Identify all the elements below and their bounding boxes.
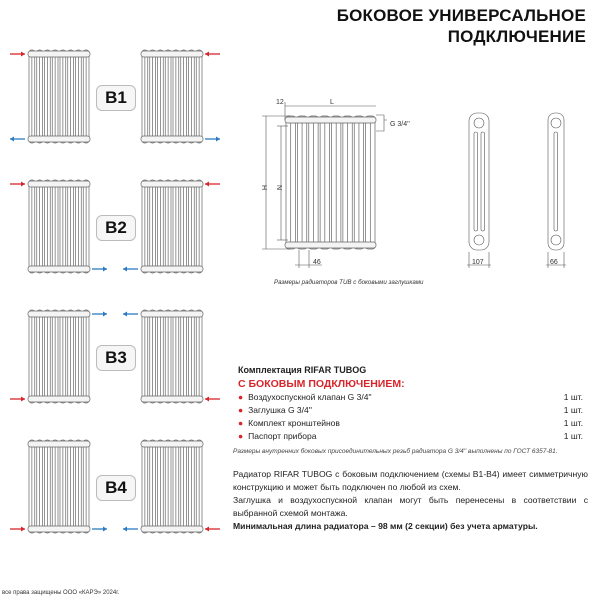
radiator-left-b4 (28, 440, 90, 533)
radiator-front-view (285, 116, 376, 249)
thread-label: G 3/4'' (390, 121, 410, 128)
dim-107-label: 107 (472, 259, 484, 266)
scheme-label-b1: B1 (96, 85, 136, 111)
kit-subheading: С БОКОВЫМ ПОДКЛЮЧЕНИЕМ: (238, 378, 405, 390)
page-title-line2: ПОДКЛЮЧЕНИЕ (447, 27, 586, 46)
radiator-left-b3 (28, 310, 90, 403)
dim-h-label: H (260, 185, 267, 191)
kit-item: ● Заглушка G 3/4'' 1 шт. (238, 405, 583, 415)
radiator-front-view-drawing (285, 116, 376, 249)
radiator-left-b2 (28, 180, 90, 273)
kit-item: ● Паспорт прибора 1 шт. (238, 431, 583, 441)
return-arrow-icon (205, 137, 220, 142)
radiator-right-b4 (141, 440, 203, 533)
radiator-right-b2 (141, 180, 203, 273)
supply-arrow-icon (10, 527, 25, 532)
description-paragraph-2: Заглушка и воздухоспускной клапан могут быть перенесены в соответствии с выбранной схемой монтажа. (233, 495, 588, 518)
kit-note: Размеры внутренних боковых присоединительных резьб радиатора G 3/4'' выполнены по ГОСТ 6357-81. (233, 448, 558, 455)
kit-item: ● Воздухоспускной клапан G 3/4'' 1 шт. (238, 392, 583, 402)
copyright: все права защищены ООО «КАРЭ» 2024г. (2, 590, 120, 596)
supply-arrow-icon (205, 527, 220, 532)
page-title-line1: БОКОВОЕ УНИВЕРСАЛЬНОЕ (336, 6, 586, 25)
return-arrow-icon (92, 527, 107, 532)
description-paragraph-1: Радиатор RIFAR TUBOG с боковым подключением (схемы B1-B4) имеет симметричную конструкцию и может быть подключен по любой из схем. (233, 469, 588, 492)
return-arrow-icon (92, 312, 107, 317)
kit-item: ● Комплект кронштейнов 1 шт. (238, 418, 583, 428)
return-arrow-icon (123, 527, 138, 532)
supply-arrow-icon (10, 182, 25, 187)
return-arrow-icon (123, 267, 138, 272)
dim-46-label: 46 (313, 259, 321, 266)
supply-arrow-icon (10, 52, 25, 57)
dim-66-label: 66 (550, 259, 558, 266)
supply-arrow-icon (205, 397, 220, 402)
description-paragraph-3: Минимальная длина радиатора – 98 мм (2 секции) без учета арматуры. (233, 521, 538, 531)
dim-n-label: N (275, 185, 282, 191)
radiator-right-b3 (141, 310, 203, 403)
return-arrow-icon (10, 137, 25, 142)
dim-12-label: 12 (276, 99, 284, 106)
return-arrow-icon (123, 312, 138, 317)
scheme-label-b4: B4 (96, 475, 136, 501)
kit-heading: Комплектация RIFAR TUBOG (238, 365, 367, 375)
return-arrow-icon (92, 267, 107, 272)
supply-arrow-icon (205, 52, 220, 57)
scheme-label-b3: B3 (96, 345, 136, 371)
scheme-label-b2: B2 (96, 215, 136, 241)
radiator-left-b1 (28, 50, 90, 143)
supply-arrow-icon (10, 397, 25, 402)
dimension-drawing (250, 90, 600, 290)
radiator-right-b1 (141, 50, 203, 143)
drawing-caption: Размеры радиаторов TUB с боковыми заглушками (274, 279, 424, 286)
dim-l-label: L (330, 99, 334, 106)
supply-arrow-icon (205, 182, 220, 187)
